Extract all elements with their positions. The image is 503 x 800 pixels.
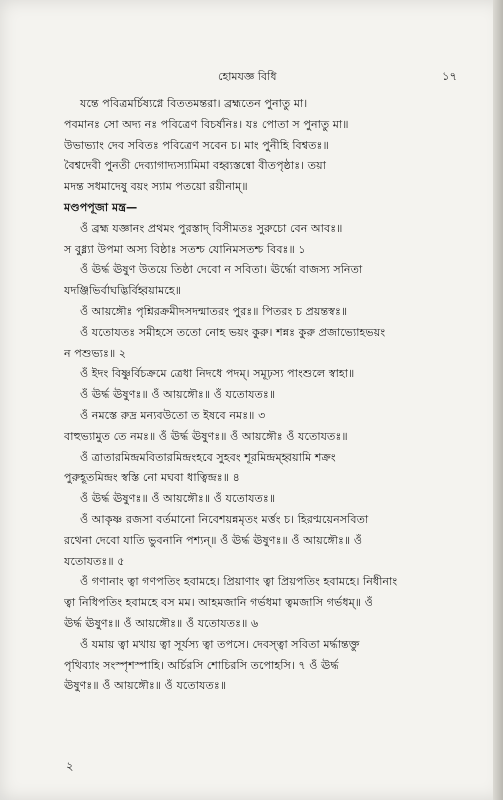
text-line: যন্তে পবিত্রমর্চিষ্যগ্নে বিততমন্তরা। ব্রহ্মতেন পুনাতু মা। (80, 97, 308, 110)
text-line: ঊষুণঃ॥ ওঁ আয়ঙ্গৌঃ॥ ওঁ যতোযতঃ॥ (64, 679, 227, 693)
text-line: ওঁ যমায় ত্বা মখায় ত্বা সূর্যস্য ত্বা তপসে। দেবস্ত্বা সবিতা মর্দ্ধান্তক্তু (80, 637, 360, 651)
book-spine-shadow (493, 0, 503, 800)
text-line: ওঁ ত্রাতারমিন্দ্রমবিতারমিন্দ্রংহবে সুহবং শূরমিন্দ্রম্হ্বয়ামি শক্রং (80, 450, 336, 464)
text-line: পুরুহূতমিন্দ্রং স্বস্তি নো মঘবা ধাত্বিন্দ্রঃ॥ ৪ (64, 471, 240, 485)
text-line: ওঁ ঊর্দ্ধ ঊষুণঃ॥ ওঁ আয়ঙ্গৌঃ॥ ওঁ যতোযতঃ॥ (80, 388, 276, 402)
page-number: ১৭ (442, 69, 457, 83)
text-line: বৈশ্বদেবী পুনতী দেব্যাগাদ্যস্যামিমা বহ্ব্যস্তন্বো বীতপৃষ্ঠাঃ। তয়া (64, 159, 326, 173)
text-line: বাহুভ্যামুত তে নমঃ॥ ওঁ ঊর্দ্ধ ঊষুণঃ॥ ওঁ আয়ঙ্গৌঃ ওঁ যতোযতঃ॥ (64, 429, 348, 443)
text-line: পৃথিব্যাং সংস্পৃশস্পাহি। অর্চিরসি শোচিরসি তপোহসি। ৭ ওঁ ঊর্দ্ধ (64, 658, 339, 672)
text-line: ওঁ ঊর্দ্ধ ঊষুণঃ॥ ওঁ আয়ঙ্গৌঃ॥ ওঁ যতোযতঃ॥ (80, 492, 276, 506)
footer-page-mark: ২ (66, 759, 74, 773)
text-line: ওঁ যতোযতঃ সমীহসে ততো নোহ ভয়ং কুরু। শন্নঃ কুরু প্রজাভ্যোহভয়ং (80, 325, 386, 339)
text-line: ওঁ ঊর্দ্ধ ঊষুণ উতয়ে তিষ্ঠা দেবো ন সবিতা। ঊর্দ্ধো বাজস্য সনিতা (80, 263, 363, 277)
text-line: ওঁ নমস্তে রুদ্র মন্যবউতো ত ইষবে নমঃ॥ ৩ (80, 408, 266, 422)
text-line: উভাভ্যাং দেব সবিতঃ পবিত্রেণ সবেন চ। মাং পুনীহি বিশ্বতঃ॥ (64, 138, 329, 152)
running-header (0, 68, 503, 84)
text-line: মদন্ত সধমাদেষু বয়ং স্যাম পতয়ো রয়ীনাম্॥ (64, 180, 248, 194)
text-line: ওঁ ব্রহ্ম যজ্ঞানং প্রথমং পুরস্তাদ্ বিসীমতঃ সুরুচো বেন আবঃ॥ (80, 221, 343, 235)
mantra-text-block (64, 94, 452, 697)
text-line: ওঁ ইদং বিষ্ণুর্বিচক্রমে ত্রেধা নিদধে পদম্। সমূঢ়স্য পাংশুলে স্বাহা॥ (80, 367, 355, 381)
text-line: ত্বা নিধিপতিং হবামহে বস মম। আহমজানি গর্ভধমা ত্বমজাসি গর্ভধম্॥ ওঁ (64, 596, 373, 610)
chapter-title: হোমযজ্ঞ বিধি (218, 70, 277, 83)
text-line: স বুধ্ন্যা উপমা অস্য বিষ্ঠাঃ সতশ্চ যোনিমসতশ্চ বিবঃ॥ ১ (64, 242, 306, 256)
text-line: ওঁ আকৃষ্ণ রজসা বর্তমানো নিবেশয়ন্নমৃতং মর্ত্তং চ। হিরণ্ময়েনসবিতা (80, 512, 369, 526)
text-line: যদঞ্জিভির্বাঘদ্ভির্বিহ্বয়ামহে॥ (64, 284, 182, 298)
text-line: পবমানঃ সো অদ্য নঃ পবিত্রেণ বিচর্ষনিঃ। যঃ পোতা স পুনাতু মা॥ (64, 117, 349, 131)
text-line: ন পশুভ্যঃ॥ ২ (64, 346, 127, 360)
text-line: রথেনা দেবো যাতি ভুবনানি পশ্যন্॥ ওঁ ঊর্দ্ধ ঊষুণঃ॥ ওঁ আয়ঙ্গৌঃ॥ ওঁ (64, 533, 363, 547)
section-heading: মণ্ডপপূজা মন্ত্র— (64, 200, 138, 214)
text-line: ওঁ আয়ঙ্গৌঃ পৃশ্নিরক্রমীদসদন্মাতরং পুরঃ॥ পিতরং চ প্রয়ন্তস্বঃ॥ (80, 304, 348, 318)
text-line: ঊর্দ্ধ ঊষুণঃ॥ ওঁ আয়ঙ্গৌঃ॥ ওঁ যতোযতঃ॥ ৬ (64, 616, 259, 630)
text-line: যতোযতঃ॥ ৫ (64, 554, 125, 568)
text-line: ওঁ গণানাং ত্বা গণপতিং হবামহে। প্রিয়াণাং ত্বা প্রিয়পতিং হবামহে। নিধীনাং (80, 575, 398, 589)
